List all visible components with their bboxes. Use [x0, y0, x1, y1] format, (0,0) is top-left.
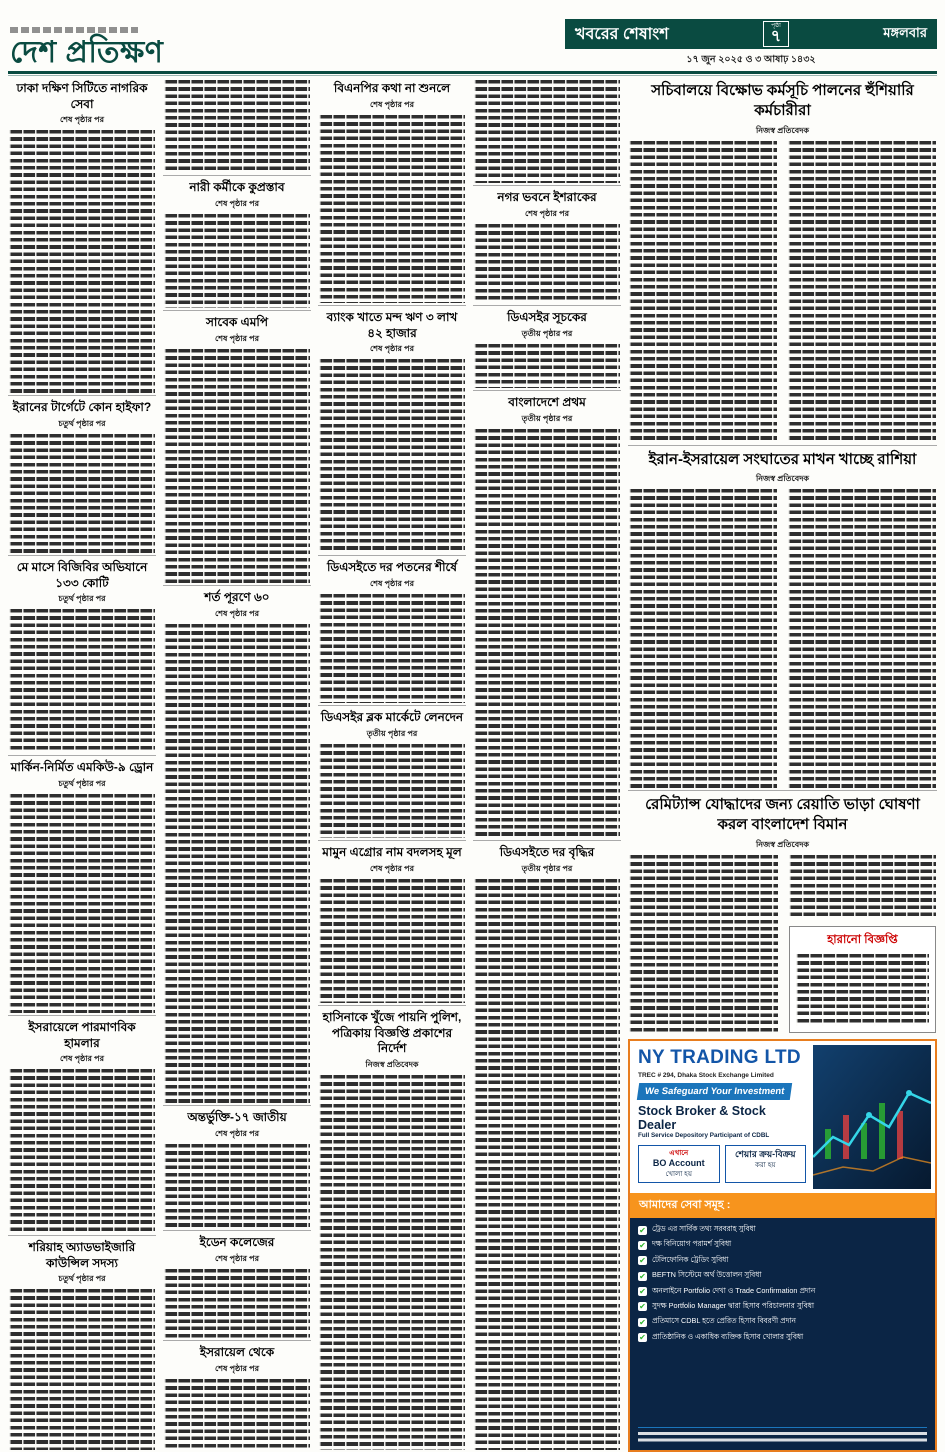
article[interactable] — [628, 80, 937, 445]
article[interactable] — [8, 80, 156, 395]
continuation-tag: চতুর্থ পৃষ্ঠার পর — [58, 418, 106, 428]
article-headline: ডিএসইতে দর বৃদ্ধির — [499, 845, 595, 859]
article[interactable] — [8, 1015, 156, 1235]
article[interactable] — [8, 755, 156, 1015]
continuation-tag: শেষ পৃষ্ঠার পর — [59, 115, 105, 125]
article-body-right-half — [788, 855, 937, 1036]
byline: নিজস্ব প্রতিবেদক — [365, 1059, 419, 1069]
article-body-text — [164, 349, 310, 583]
article-body-text — [319, 1075, 465, 1450]
article[interactable] — [473, 840, 621, 1452]
lost-notice-title: হারানো বিজ্ঞপ্তি — [827, 934, 898, 946]
article-body-text — [474, 879, 620, 1450]
continuation-tag: শেষ পৃষ্ঠার পর — [59, 1054, 105, 1064]
article-body — [628, 489, 937, 790]
continuation-tag: তৃতীয় পৃষ্ঠার পর — [521, 328, 573, 338]
continuation-tag: শেষ পৃষ্ঠার পর — [524, 208, 570, 218]
article-body-text — [9, 794, 155, 1013]
article[interactable] — [318, 555, 466, 705]
ad-share-trade-box — [725, 1145, 807, 1183]
masthead-left — [8, 27, 163, 68]
ad-service-item — [638, 1270, 927, 1282]
column-3 — [318, 80, 466, 1452]
ad-service-item — [638, 1286, 927, 1298]
ad-service-label: দক্ষ বিনিয়োগ পরামর্শ সুবিধা — [652, 1239, 732, 1249]
article-body-text — [319, 744, 465, 838]
masthead-tagline-text — [10, 27, 138, 33]
check-icon: ✔ — [639, 1240, 646, 1250]
article-headline: ইডেন কলেজের — [199, 1235, 275, 1249]
article-headline: ডিএসইর ব্লক মার্কেটে লেনদেন — [320, 710, 464, 724]
page-body — [8, 80, 937, 1452]
ad-bo-account-box — [638, 1145, 720, 1183]
byline: নিজস্ব প্রতিবেদক — [755, 125, 810, 135]
column-1 — [8, 80, 156, 1452]
article-body-text — [319, 879, 465, 1003]
article-body-text — [9, 130, 155, 393]
article[interactable] — [8, 395, 156, 555]
masthead-right — [565, 19, 937, 68]
article-headline: শরিয়াহ অ্যাডভাইজারি কাউন্সিল সদস্য — [28, 1240, 136, 1270]
continuation-tag: শেষ পৃষ্ঠার পর — [214, 198, 260, 208]
masthead-rule — [8, 71, 937, 76]
continuation-tag: চতুর্থ পৃষ্ঠার পর — [58, 778, 106, 788]
article-body-text — [319, 359, 465, 553]
ad-service-label: টেলিফোনিক ট্রেডিং সুবিধা — [652, 1254, 729, 1264]
article-headline: নগর ভবনে ইশরাকের — [497, 190, 597, 204]
article[interactable] — [163, 175, 311, 310]
article[interactable] — [163, 310, 311, 585]
continuation-tag: চতুর্থ পৃষ্ঠার পর — [58, 594, 106, 604]
check-icon: ✔ — [639, 1271, 646, 1281]
article-body-text — [9, 434, 155, 553]
article-body-text — [164, 1379, 310, 1450]
continuation-tag: শেষ পৃষ্ঠার পর — [214, 333, 260, 343]
ad-top-left — [638, 1048, 806, 1183]
article-body-text — [629, 489, 777, 788]
check-icon: ✔ — [639, 1302, 646, 1312]
ad-box1-bottom: খোলা হয় — [665, 1170, 692, 1178]
article-headline: মার্কিন-নির্মিত এমকিউ-৯ ড্রোন — [10, 760, 154, 774]
continuation-tag: শেষ পৃষ্ঠার পর — [214, 1363, 260, 1373]
check-icon: ✔ — [639, 1225, 646, 1235]
article-body — [628, 855, 937, 1036]
right-section — [628, 80, 937, 1452]
article[interactable] — [318, 705, 466, 840]
column-2 — [163, 80, 311, 1452]
ad-role-sub: Full Service Depository Participant of CDBL — [638, 1131, 770, 1139]
article[interactable] — [163, 1230, 311, 1340]
ad-contact-text — [638, 1432, 927, 1445]
article[interactable] — [318, 840, 466, 1005]
weekday: মঙ্গলবার — [883, 24, 927, 40]
article-headline: ডিএসইর সূচকের — [507, 310, 587, 324]
continuation-tag: তৃতীয় পৃষ্ঠার পর — [521, 863, 573, 873]
ad-service-item — [638, 1316, 927, 1328]
check-icon: ✔ — [639, 1287, 646, 1297]
ad-service-label: প্রতিমাসে CDBL হতে প্রেরিত হিসাব বিবরণী প্রদান — [652, 1316, 796, 1326]
article-headline: সাবেক এমপি — [205, 315, 268, 329]
page-label: পৃষ্ঠা — [771, 23, 781, 29]
ad-box1-main: BO Account — [652, 1158, 705, 1169]
ad-role — [638, 1104, 806, 1139]
article-body-text — [9, 1069, 155, 1233]
article-body-text — [164, 214, 310, 308]
continuation-tag: শেষ পৃষ্ঠার পর — [214, 608, 260, 618]
article-headline: নারী কর্মীকে কুপ্রস্তাব — [189, 180, 285, 194]
article-body-text — [164, 1269, 310, 1338]
check-icon: ✔ — [639, 1256, 646, 1266]
ad-company-name: NY TRADING LTD — [638, 1047, 801, 1068]
column-4 — [473, 80, 621, 1452]
ad-service-item — [638, 1255, 927, 1267]
article-body-text — [788, 489, 936, 788]
article-headline: অন্তর্ভুক্তি-১৭ জাতীয় — [187, 1110, 287, 1124]
ad-service-label: সুদক্ষ Portfolio Manager দ্বারা হিসাব পরিচালনার সুবিধা — [652, 1300, 815, 1310]
article[interactable] — [163, 1340, 311, 1452]
check-icon: ✔ — [639, 1317, 646, 1327]
article-headline: শর্ত পূরণে ৬০ — [204, 590, 270, 604]
ad-services-title: আমাদের সেবা সমূহ : — [630, 1193, 935, 1218]
article-body-text — [319, 594, 465, 703]
ad-service-item — [638, 1332, 927, 1344]
ad-service-item — [638, 1224, 927, 1236]
article-body-text — [164, 1144, 310, 1228]
article-headline: মামুন এগ্রোর নাম বদলসহ মূল — [322, 845, 462, 859]
article-headline: হাসিনাকে খুঁজে পায়নি পুলিশ, পত্রিকায় বিজ্ঞপ্তি প্রকাশের নির্দেশ — [322, 1010, 462, 1056]
article[interactable] — [628, 445, 937, 790]
article-body-text — [629, 141, 777, 444]
article[interactable] — [473, 390, 621, 840]
article-headline: ইরানের টার্গেটে কোন হাইফা? — [12, 400, 152, 414]
article-body-text — [474, 80, 620, 183]
ad-contact-info — [638, 1427, 927, 1445]
article-headline: মে মাসে বিজিবির অভিযানে ১৩৩ কোটি — [16, 560, 148, 590]
article[interactable] — [473, 305, 621, 390]
stock-market-photo — [813, 1045, 931, 1189]
ad-offer-boxes — [638, 1145, 806, 1183]
ad-service-label: প্রাতিষ্ঠানিক ও একাধিক ব্যক্তিক হিসাব খোলার সুবিধা — [652, 1331, 804, 1341]
continuation-tag: শেষ পৃষ্ঠার পর — [369, 863, 415, 873]
byline: নিজস্ব প্রতিবেদক — [755, 474, 810, 484]
article-body-text — [789, 855, 936, 921]
lost-notice-body-text — [796, 954, 929, 1026]
section-bar — [565, 19, 937, 49]
continuation-tag: শেষ পৃষ্ঠার পর — [214, 1253, 260, 1263]
article-body — [628, 141, 937, 446]
ad-service-item — [638, 1239, 927, 1251]
article[interactable] — [163, 1105, 311, 1230]
article-body-text — [629, 855, 778, 1034]
article-body-text — [474, 224, 620, 303]
ad-role-main: Stock Broker & Stock Dealer — [638, 1103, 766, 1132]
masthead — [8, 6, 937, 68]
article[interactable] — [318, 80, 466, 305]
article[interactable] — [163, 585, 311, 1105]
article-body-text — [9, 609, 155, 753]
article-headline: ইসরায়েলে পারমাণবিক হামলার — [28, 1020, 136, 1050]
article-headline: ইরান-ইসরায়েল সংঘাতের মাখন খাচ্ছে রাশিয়া — [648, 451, 917, 468]
article-headline: ডিএসইতে দর পতনের শীর্ষে — [326, 560, 457, 574]
ad-trec-line: TREC # 294, Dhaka Stock Exchange Limited — [638, 1071, 774, 1079]
article[interactable] — [318, 1005, 466, 1452]
ad-ny-trading[interactable] — [628, 1039, 937, 1452]
ad-slogan-banner: We Safeguard Your Investment — [637, 1083, 793, 1100]
article-body-text — [319, 115, 465, 303]
article-body-text — [9, 1289, 155, 1450]
continuation-tag: শেষ পৃষ্ঠার পর — [369, 344, 415, 354]
byline: নিজস্ব প্রতিবেদক — [755, 839, 810, 849]
ad-top — [630, 1041, 935, 1193]
article[interactable] — [8, 1235, 156, 1452]
continuation-tag: তৃতীয় পৃষ্ঠার পর — [521, 413, 573, 423]
page-number-box — [763, 21, 789, 47]
continuation-tag: তৃতীয় পৃষ্ঠার পর — [366, 728, 418, 738]
ad-box2-main: শেয়ার ক্রয়-বিক্রয় — [734, 1148, 796, 1159]
lost-notice[interactable] — [789, 926, 936, 1033]
ad-box2-bottom: করা হয় — [754, 1161, 776, 1169]
article-body-text — [474, 429, 620, 838]
page-number: ৭ — [770, 28, 782, 45]
article-body-text — [164, 624, 310, 1103]
ad-service-item — [638, 1301, 927, 1313]
ad-box1-top: এখানে — [669, 1149, 689, 1157]
continuation-tag: শেষ পৃষ্ঠার পর — [369, 99, 415, 109]
article-headline: বিএনপির কথা না শুনলে — [333, 81, 451, 95]
article-headline: ইসরায়েল থেকে — [199, 1345, 275, 1359]
newspaper-logo: দেশ প্রতিক্ষণ — [10, 36, 164, 69]
article[interactable] — [8, 555, 156, 755]
ad-service-label: BEFTN সিস্টেমে অর্থ উত্তোলন সুবিধা — [652, 1270, 762, 1280]
continuation-tag: চতুর্থ পৃষ্ঠার পর — [58, 1274, 106, 1284]
article[interactable] — [318, 305, 466, 555]
article-headline: সচিবালয়ে বিক্ষোভ কর্মসূচি পালনের হুঁশিয়ারি কর্মচারীরা — [651, 82, 914, 120]
article-headline: ঢাকা দক্ষিণ সিটিতে নাগরিক সেবা — [16, 81, 148, 111]
article-headline: রেমিট্যান্স যোদ্ধাদের জন্য রেয়াতি ভাড়া ঘোষণা করল বাংলাদেশ বিমান — [645, 796, 920, 834]
check-icon: ✔ — [639, 1333, 646, 1343]
article-continuation[interactable] — [473, 80, 621, 185]
article-headline: ব্যাংক খাতে মন্দ ঋণ ৩ লাখ ৪২ হাজার — [326, 310, 458, 340]
continuation-tag: শেষ পৃষ্ঠার পর — [369, 578, 415, 588]
article-body-text — [788, 141, 936, 444]
article[interactable] — [628, 790, 937, 1035]
article-body-text — [164, 80, 310, 173]
ad-services-panel — [630, 1218, 935, 1450]
ad-service-label: অনলাইনে Portfolio দেখা ও Trade Confirmation প্রদান — [652, 1285, 816, 1295]
section-title: খবরের শেষাংশ — [575, 25, 669, 43]
date-line: ১৭ জুন ২০২৫ ও ৩ আষাঢ় ১৪৩২ — [686, 54, 816, 65]
article[interactable] — [473, 185, 621, 305]
article-headline: বাংলাদেশে প্রথম — [508, 395, 586, 409]
ad-service-label: ট্রেড এর সার্বিক তথ্য সরবরাহ সুবিধা — [652, 1224, 756, 1233]
continuation-tag: শেষ পৃষ্ঠার পর — [214, 1128, 260, 1138]
article-body-text — [474, 344, 620, 388]
article-continuation[interactable] — [163, 80, 311, 175]
